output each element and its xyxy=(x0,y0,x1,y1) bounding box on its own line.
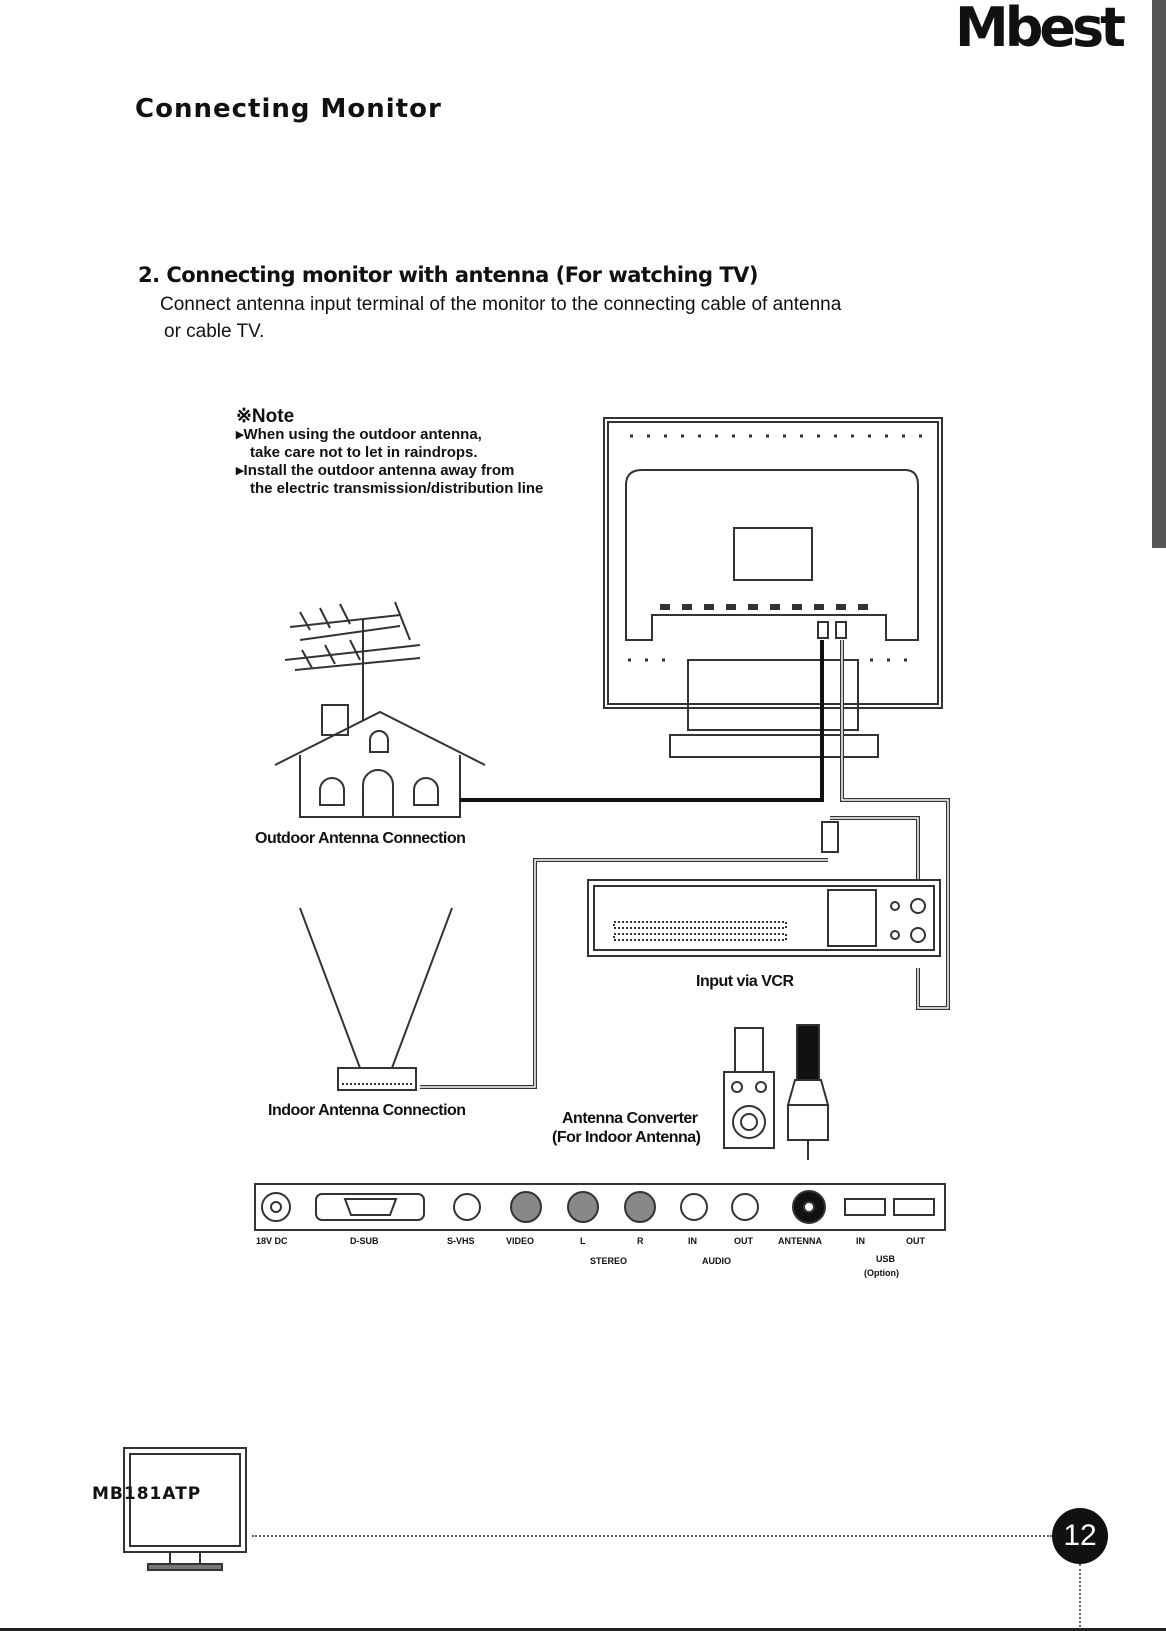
port-label: IN xyxy=(856,1236,865,1246)
port-label: IN xyxy=(688,1236,697,1246)
page-number: 12 xyxy=(1052,1508,1108,1564)
group-label-audio: AUDIO xyxy=(702,1256,731,1266)
note-title: ※Note xyxy=(236,406,295,427)
group-label-usb: USB xyxy=(876,1254,896,1264)
converter-caption-2: (For Indoor Antenna) xyxy=(552,1129,701,1146)
port-label: 18V DC xyxy=(256,1236,288,1246)
port-label: OUT xyxy=(906,1236,925,1246)
vcr-caption: Input via VCR xyxy=(696,973,794,990)
port-label: OUT xyxy=(734,1236,753,1246)
model-label: MB181ATP xyxy=(92,1484,202,1504)
description-line-2: or cable TV. xyxy=(164,321,265,342)
group-label-stereo: STEREO xyxy=(590,1256,628,1266)
port-label: VIDEO xyxy=(506,1236,535,1246)
outdoor-caption: Outdoor Antenna Connection xyxy=(255,830,466,847)
group-label-option: (Option) xyxy=(864,1268,899,1278)
footer-dotted-vertical xyxy=(1079,1564,1081,1631)
port-label: R xyxy=(637,1236,644,1246)
port-label: S-VHS xyxy=(447,1236,475,1246)
note-line: the electric transmission/distribution line xyxy=(250,480,544,497)
page-title: Connecting Monitor xyxy=(135,94,442,124)
port-label: L xyxy=(580,1236,586,1246)
port-label: ANTENNA xyxy=(778,1236,822,1246)
description-line-1: Connect antenna input terminal of the monitor to the connecting cable of antenna xyxy=(160,294,842,315)
port-label: D-SUB xyxy=(350,1236,379,1246)
footer-dotted-rule xyxy=(252,1535,1052,1537)
note-line: ▸Install the outdoor antenna away from xyxy=(236,462,515,479)
note-line: take care not to let in raindrops. xyxy=(250,444,478,461)
brand-logo: Mbest xyxy=(955,0,1122,59)
converter-caption-1: Antenna Converter xyxy=(562,1110,698,1127)
section-heading: 2. Connecting monitor with antenna (For watching TV) xyxy=(138,263,758,287)
note-line: ▸When using the outdoor antenna, xyxy=(236,426,482,443)
indoor-caption: Indoor Antenna Connection xyxy=(268,1102,466,1119)
